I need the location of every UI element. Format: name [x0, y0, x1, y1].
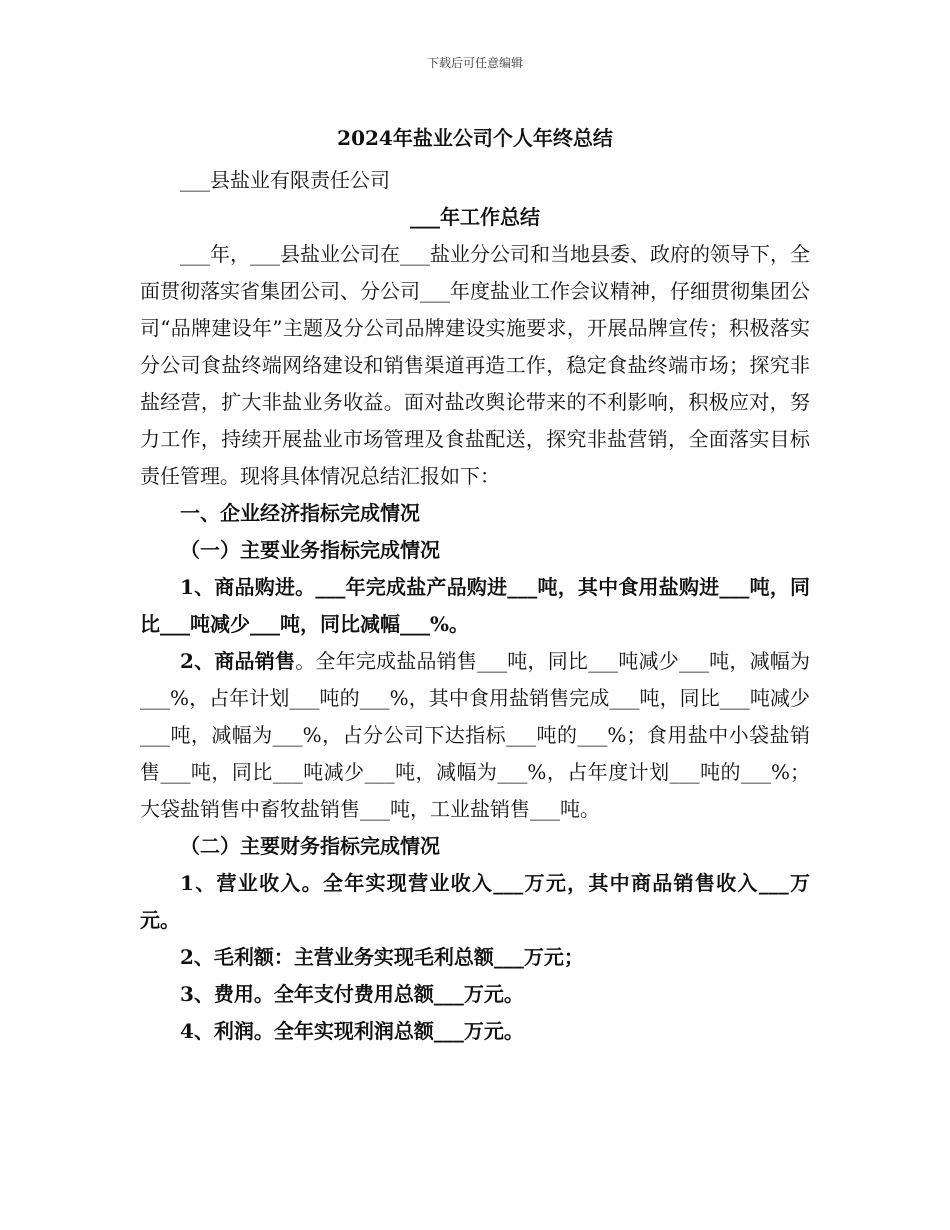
intro-paragraph: ___年，___县盐业公司在___盐业分公司和当地县委、政府的领导下，全面贯彻落实省集团公司、分公司___年度盐业工作会议精神，仔细贯彻集团公司“品牌建设年”主题及分公司品牌建设实施要求，开展品牌宣传；积极落实分公司食盐终端网络建设和销售渠道再造工作，稳定食盐终端市场；探究非盐经营，扩大非盐业务收益。面对盐改舆论带来的不利影响，积极应对，努力工作，持续开展盐业市场管理及食盐配送，探究非盐营销，全面落实目标责任管理。现将具体情况总结汇报如下： [140, 242, 810, 488]
item-purchase: 1、商品购进。___年完成盐产品购进___吨，其中食用盐购进___吨，同比___吨减少___吨，同比减幅___%。 [140, 575, 810, 636]
finance-gross-profit: 2、毛利额：主营业务实现毛利总额___万元； [180, 945, 584, 969]
finance-expenses: 3、费用。全年支付费用总额___万元。 [180, 982, 524, 1006]
document-subtitle: ___年工作总结 [410, 205, 540, 229]
subsection-heading-1: （一）主要业务指标完成情况 [180, 538, 440, 562]
finance-revenue: 1、营业收入。全年实现营业收入___万元，其中商品销售收入___万元。 [140, 871, 810, 932]
finance-profit: 4、利润。全年实现利润总额___万元。 [180, 1019, 524, 1043]
item-sales-body: 。全年完成盐品销售___吨，同比___吨减少___吨，减幅为___%，占年计划___吨的___%，其中食用盐销售完成___吨，同比___吨减少___吨，减幅为___%，占分公司下达指标___吨的___%；食用盐中小袋盐销售___吨，同比___吨减少___吨，减幅为___%，占年度计划___吨的___%；大袋盐销售中畜牧盐销售___吨，工业盐销售___吨。 [140, 649, 811, 821]
company-line: ___县盐业有限责任公司 [180, 168, 390, 192]
header-note: 下载后可任意编辑 [426, 56, 523, 70]
section-heading-1: 一、企业经济指标完成情况 [180, 501, 420, 525]
document-title: 2024年盐业公司个人年终总结 [337, 126, 613, 150]
item-sales-lead: 2、商品销售 [180, 649, 296, 673]
subsection-heading-2: （二）主要财务指标完成情况 [180, 834, 440, 858]
item-sales [140, 643, 810, 828]
document-body [140, 118, 810, 1050]
